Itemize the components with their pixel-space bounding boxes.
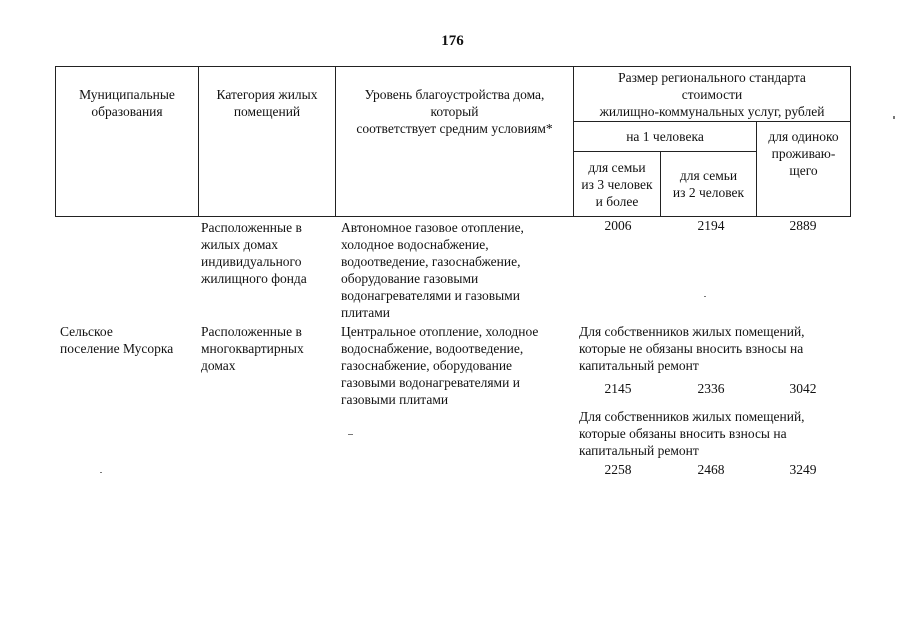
not-obliged-value-family-2: 2336 — [697, 381, 725, 396]
individual-category: Расположенные в жилых домах индивидуального жилищного фонда — [201, 220, 307, 286]
apartment-category: Расположенные в многоквартирных домах — [201, 324, 304, 373]
scan-speck — [893, 116, 895, 119]
not-obliged-value-single: 3042 — [789, 381, 817, 396]
scan-speck — [100, 472, 102, 473]
header-per-person: на 1 человека — [574, 122, 757, 152]
obliged-value-family-2: 2468 — [697, 462, 725, 477]
header-municipality: Муниципальные образования — [56, 67, 199, 217]
header-level: Уровень благоустройства дома, который соответствует средним условиям* — [336, 67, 574, 217]
header-standard: Размер регионального стандарта стоимости жилищно-коммунальных услуг, рублей — [574, 67, 851, 122]
note-not-obliged: Для собственников жилых помещений, которые не обязаны вносить взносы на капитальный ремонт — [579, 324, 805, 373]
header-category: Категория жилых помещений — [199, 67, 336, 217]
header-family-2: для семьи из 2 человек — [661, 152, 757, 217]
page-number: 176 — [441, 33, 464, 49]
header-family-3plus: для семьи из 3 человек и более — [574, 152, 661, 217]
not-obliged-value-family-3plus: 2145 — [604, 381, 632, 396]
individual-value-family-2: 2194 — [697, 218, 725, 233]
table-header — [55, 66, 851, 217]
note-obliged: Для собственников жилых помещений, которые обязаны вносить взносы на капитальный ремонт — [579, 409, 805, 458]
scan-speck — [704, 296, 706, 297]
header-single-resident: для одиноко проживаю- щего — [757, 122, 851, 217]
scan-speck — [348, 434, 353, 435]
apartment-level: Центральное отопление, холодное водоснабжение, водоотведение, газоснабжение, оборудование газовыми водонагревателями и газовыми плитами — [341, 324, 539, 407]
municipality-name: Сельское поселение Мусорка — [60, 324, 174, 356]
individual-value-family-3plus: 2006 — [604, 218, 632, 233]
individual-level: Автономное газовое отопление, холодное водоснабжение, водоотведение, газоснабжение, оборудование газовыми водонагревателями и газовыми плитами — [341, 220, 524, 320]
obliged-value-family-3plus: 2258 — [604, 462, 632, 477]
individual-value-single: 2889 — [789, 218, 817, 233]
obliged-value-single: 3249 — [789, 462, 817, 477]
